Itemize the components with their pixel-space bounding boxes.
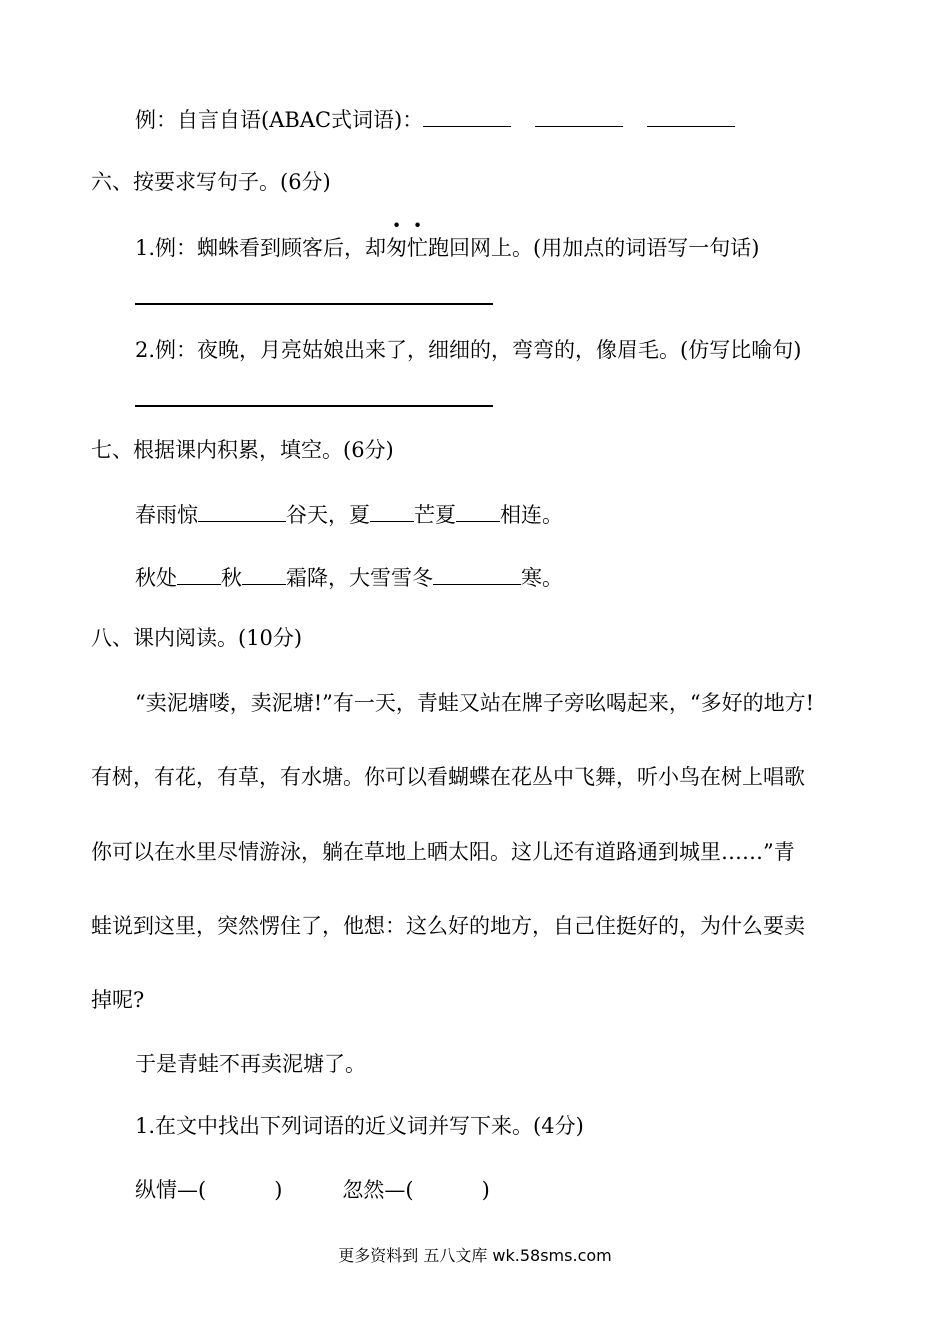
text: ) [274, 1178, 283, 1202]
answer-blank[interactable] [177, 562, 221, 585]
dotted-char: 匆 [386, 236, 408, 260]
footer-watermark: 更多资料到 五八文库 wk.58sms.com [338, 1246, 612, 1265]
answer-blank[interactable] [535, 104, 623, 127]
text: 秋 [221, 566, 242, 590]
text: 春雨惊 [135, 503, 198, 527]
abac-example-line [135, 104, 735, 135]
passage-line-6: 于是青蛙不再卖泥塘了。 [135, 1052, 366, 1076]
answer-line[interactable] [135, 405, 493, 407]
s6-question-1 [135, 233, 759, 263]
answer-blank[interactable] [242, 562, 286, 585]
text: 寒。 [521, 566, 563, 590]
q1-suffix: 跑回网上。(用加点的词语写一句话) [428, 236, 760, 260]
abac-example-text: 例：自言自语(ABAC式词语)： [135, 108, 424, 132]
answer-blank[interactable] [423, 104, 511, 127]
answer-blank[interactable] [433, 562, 521, 585]
answer-blank[interactable] [647, 104, 735, 127]
answer-blank[interactable] [370, 499, 414, 522]
synonym-answers [135, 1175, 490, 1205]
s6-question-2: 2.例：夜晚，月亮姑娘出来了，细细的，弯弯的，像眉毛。(仿写比喻句) [135, 338, 802, 362]
section-eight-heading: 八、课内阅读。(10分) [91, 626, 303, 650]
text: 霜降，大雪雪冬 [286, 566, 433, 590]
passage-line-5: 掉呢? [91, 988, 145, 1012]
section-six-heading: 六、按要求写句子。(6分) [91, 170, 331, 194]
answer-line[interactable] [135, 303, 493, 305]
text: 谷天，夏 [286, 503, 370, 527]
text: 秋处 [135, 566, 177, 590]
answer-blank[interactable] [456, 499, 500, 522]
passage-line-2: 有树，有花，有草，有水塘。你可以看蝴蝶在花丛中飞舞，听小鸟在树上唱歌 [91, 765, 805, 789]
word-zongqing: 纵情—( [135, 1178, 207, 1202]
answer-blank[interactable] [198, 499, 286, 522]
passage-line-3: 你可以在水里尽情游泳，躺在草地上晒太阳。这儿还有道路通到城里……”青 [91, 840, 795, 864]
q1-prefix: 1.例：蜘蛛看到顾客后，却 [135, 236, 387, 260]
text: 相连。 [500, 503, 563, 527]
dotted-char: 忙 [407, 236, 429, 260]
solar-terms-line-1 [135, 499, 563, 530]
s8-question-1: 1.在文中找出下列词语的近义词并写下来。(4分) [135, 1114, 584, 1138]
text: 芒夏 [414, 503, 456, 527]
passage-line-1: “卖泥塘喽，卖泥塘!”有一天，青蛙又站在牌子旁吆喝起来，“多好的地方! [135, 691, 815, 715]
word-huran: 忽然—( [342, 1178, 414, 1202]
passage-line-4: 蛙说到这里，突然愣住了，他想：这么好的地方，自己住挺好的，为什么要卖 [91, 914, 805, 938]
text: ) [481, 1178, 490, 1202]
section-seven-heading: 七、根据课内积累，填空。(6分) [91, 438, 394, 462]
solar-terms-line-2 [135, 562, 563, 593]
